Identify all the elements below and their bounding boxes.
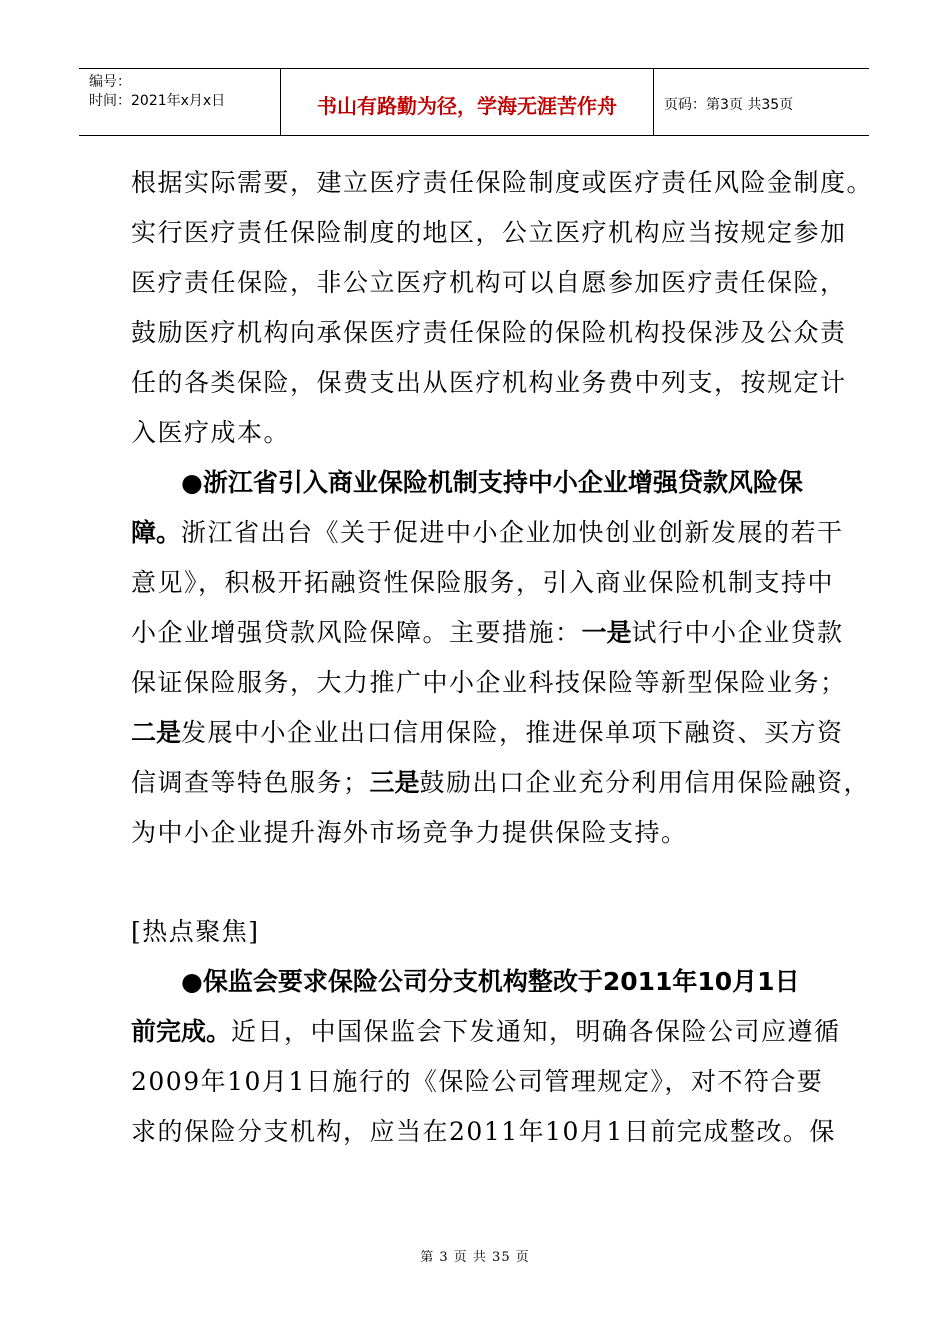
page-header bbox=[79, 68, 869, 136]
text-line bbox=[131, 708, 844, 758]
text-run: 发展中小企业出口信用保险，推进保单项下融资、买方资 bbox=[181, 718, 844, 747]
header-left-cell bbox=[79, 69, 281, 135]
paragraph-medical-liability bbox=[131, 158, 874, 458]
paragraph-zhejiang-sme-insurance bbox=[131, 458, 871, 858]
text-run: 试行中小企业贷款 bbox=[631, 618, 844, 647]
text-run: 鼓励出口企业充分利用信用保险融资， bbox=[419, 768, 871, 797]
paragraph-circ-rectification bbox=[131, 957, 841, 1157]
text-line: 根据实际需要，建立医疗责任保险制度或医疗责任风险金制度。 bbox=[131, 168, 874, 197]
document-body bbox=[131, 158, 874, 1157]
news-headline: ●保监会要求保险公司分支机构整改于2011年10月1日 bbox=[181, 967, 800, 996]
text-line: 意见》，积极开拓融资性保险服务，引入商业保险机制支持中 bbox=[131, 568, 835, 597]
text-line: 为中小企业提升海外市场竞争力提供保险支持。 bbox=[131, 818, 688, 847]
text-line: 医疗责任保险，非公立医疗机构可以自愿参加医疗责任保险， bbox=[131, 268, 847, 297]
text-line: 入医疗成本。 bbox=[131, 418, 291, 447]
section-title: [热点聚焦] bbox=[131, 917, 260, 946]
text-line bbox=[131, 1007, 841, 1057]
text-run: 小企业增强贷款风险保障。主要措施： bbox=[131, 618, 582, 647]
text-line: 鼓励医疗机构向承保医疗责任保险的保险机构投保涉及公众责 bbox=[131, 318, 847, 347]
text-line bbox=[131, 758, 871, 808]
text-line: 2009年10月1日施行的《保险公司管理规定》，对不符合要 bbox=[131, 1067, 824, 1096]
text-line: 任的各类保险，保费支出从医疗机构业务费中列支，按规定计 bbox=[131, 368, 847, 397]
paragraph-gap bbox=[131, 858, 831, 907]
measure-marker-second: 二是 bbox=[131, 718, 182, 747]
header-motto: 书山有路勤为径，学海无涯苦作舟 bbox=[281, 69, 654, 135]
news-headline: ●浙江省引入商业保险机制支持中小企业增强贷款风险保 bbox=[181, 468, 803, 497]
text-line bbox=[131, 608, 844, 658]
header-page-info: 页码：第3页 共35页 bbox=[664, 97, 794, 113]
measure-marker-third: 三是 bbox=[369, 768, 420, 797]
news-headline-end: 前完成。 bbox=[131, 1017, 232, 1046]
text-line bbox=[131, 957, 831, 1007]
measure-marker-first: 一是 bbox=[581, 618, 632, 647]
text-run: 浙江省出台《关于促进中小企业加快创业创新发展的若干 bbox=[181, 518, 844, 547]
document-number-label: 编号： bbox=[89, 74, 131, 90]
text-line bbox=[131, 458, 831, 508]
text-run: 信调查等特色服务； bbox=[131, 768, 370, 797]
text-line: 实行医疗责任保险制度的地区，公立医疗机构应当按规定参加 bbox=[131, 218, 847, 247]
text-line: 求的保险分支机构，应当在2011年10月1日前完成整改。保 bbox=[131, 1117, 836, 1146]
news-headline-end: 障。 bbox=[131, 518, 182, 547]
text-line bbox=[131, 508, 844, 558]
text-line: 保证保险服务，大力推广中小企业科技保险等新型保险业务； bbox=[131, 668, 847, 697]
text-run: 近日，中国保监会下发通知，明确各保险公司应遵循 bbox=[231, 1017, 841, 1046]
document-time-label: 时间：2021年x月x日 bbox=[89, 93, 226, 109]
page-footer: 第 3 页 共 35 页 bbox=[420, 1250, 530, 1265]
